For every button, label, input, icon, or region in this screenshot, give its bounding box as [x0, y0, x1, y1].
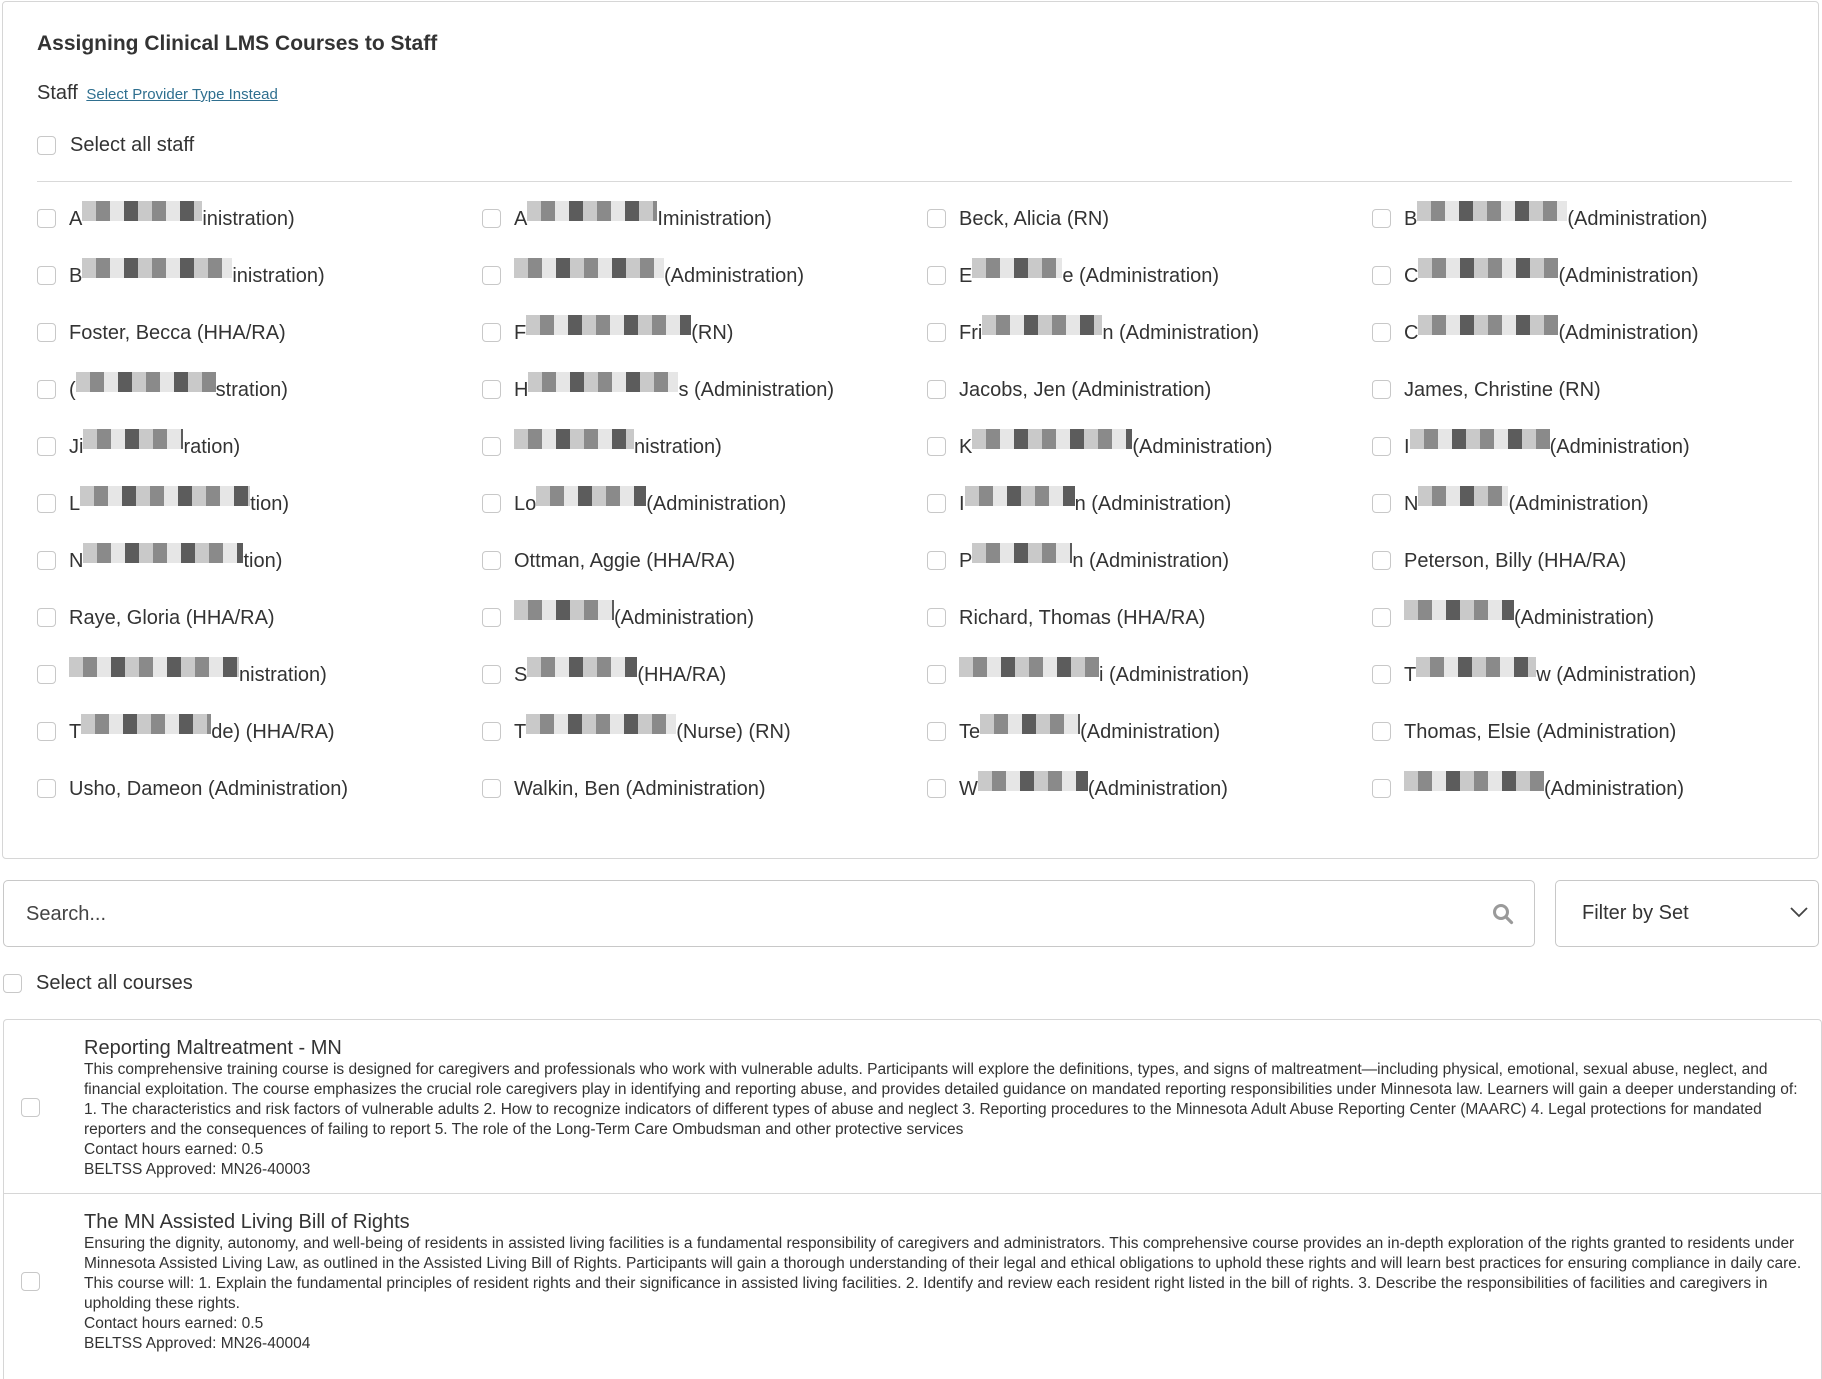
staff-role: nistration): [634, 436, 722, 458]
staff-name-visible: H: [514, 379, 529, 401]
course-description: This comprehensive training course is designed for caregivers and professionals who work with vulnerable adults. Participants will explore the definitions, types, and signs of maltreatment—including physical, emotional, sexual abuse, neglect, and financial exploitation. The course emphasizes the crucial role caregivers play in identifying and reporting abuse, and provides detailed guidance on mandated reporting responsibilities under Minnesota law. Learners will gain a deeper understanding of: 1. The characteristics and risk factors of vulnerable adults 2. How to recognize indicators of different types of abuse and neglect 3. Reporting procedures to the Minnesota Adult Abuse Reporting Center (MAARC) 4. Legal protections for mandated reporters and the consequences of failing to report 5. The role of the Long-Term Care Ombudsman and other protective services: [84, 1061, 1798, 1138]
select-provider-type-link[interactable]: Select Provider Type Instead: [86, 86, 278, 103]
staff-name-visible: C: [1404, 322, 1419, 344]
staff-name-visible: A: [514, 208, 528, 230]
redacted-name-block: [76, 372, 216, 392]
search-input[interactable]: [24, 881, 1468, 948]
staff-checkbox[interactable]: [1372, 608, 1391, 627]
staff-name-visible: Walkin, Ben (Administration): [514, 778, 766, 800]
staff-item[interactable]: [37, 318, 482, 348]
staff-role: (Administration): [1080, 721, 1221, 743]
staff-item[interactable]: [482, 375, 927, 405]
staff-role: inistration): [202, 208, 295, 230]
staff-role: i (Administration): [1099, 664, 1250, 686]
staff-role: (Administration): [1132, 436, 1273, 458]
redacted-name-block: [1416, 657, 1536, 677]
staff-item[interactable]: [37, 432, 482, 462]
staff-checkbox[interactable]: [927, 437, 946, 456]
staff-role: (Administration): [664, 265, 805, 287]
redacted-name-block: [965, 486, 1075, 506]
staff-checkbox[interactable]: [927, 551, 946, 570]
staff-name-visible: I: [959, 493, 965, 515]
staff-item[interactable]: [1372, 432, 1817, 462]
staff-name-visible: B: [69, 265, 83, 287]
staff-item[interactable]: [1372, 489, 1817, 519]
staff-checkbox[interactable]: [1372, 665, 1391, 684]
search-field[interactable]: [3, 880, 1535, 947]
staff-checkbox[interactable]: [37, 551, 56, 570]
staff-role: (Administration): [614, 607, 755, 629]
staff-role: (Administration): [1514, 607, 1655, 629]
staff-item[interactable]: [927, 204, 1372, 234]
redacted-name-block: [972, 543, 1072, 563]
staff-role: (Administration): [1087, 778, 1228, 800]
staff-name-visible: (: [69, 379, 76, 401]
staff-role: e (Administration): [1062, 265, 1220, 287]
staff-role: Iministration): [657, 208, 772, 230]
staff-role: (Administration): [646, 493, 787, 515]
redacted-name-block: [83, 429, 183, 449]
staff-checkbox[interactable]: [37, 608, 56, 627]
staff-name-visible: Jacobs, Jen (Administration): [959, 379, 1212, 401]
staff-name-visible: Te: [959, 721, 981, 743]
staff-checkbox[interactable]: [927, 323, 946, 342]
staff-item[interactable]: [37, 717, 482, 747]
staff-checkbox[interactable]: [927, 266, 946, 285]
staff-item[interactable]: [1372, 318, 1817, 348]
staff-name-visible: Raye, Gloria (HHA/RA): [69, 607, 275, 629]
staff-role: (Administration): [1508, 493, 1649, 515]
staff-item[interactable]: [482, 489, 927, 519]
staff-item[interactable]: [482, 432, 927, 462]
staff-item[interactable]: [482, 204, 927, 234]
select-all-staff-label: Select all staff: [70, 134, 195, 156]
staff-item[interactable]: [37, 660, 482, 690]
staff-checkbox[interactable]: [482, 266, 501, 285]
staff-checkbox[interactable]: [37, 494, 56, 513]
staff-name-visible: P: [959, 550, 973, 572]
staff-item[interactable]: [927, 261, 1372, 291]
staff-item[interactable]: [37, 204, 482, 234]
redacted-name-block: [1418, 258, 1558, 278]
redacted-name-block: [81, 714, 211, 734]
redacted-name-block: [536, 486, 646, 506]
staff-role: (RN): [691, 322, 734, 344]
select-all-courses-checkbox[interactable]: [3, 974, 22, 993]
redacted-name-block: [527, 201, 657, 221]
redacted-name-block: [972, 258, 1062, 278]
redacted-name-block: [1418, 315, 1558, 335]
staff-checkbox[interactable]: [37, 437, 56, 456]
redacted-name-block: [1410, 429, 1550, 449]
staff-item[interactable]: [1372, 660, 1817, 690]
redacted-name-block: [982, 315, 1102, 335]
staff-item[interactable]: [1372, 774, 1817, 804]
staff-name-visible: Peterson, Billy (HHA/RA): [1404, 550, 1627, 572]
staff-item[interactable]: [37, 603, 482, 633]
staff-checkbox[interactable]: [927, 380, 946, 399]
staff-checkbox[interactable]: [1372, 551, 1391, 570]
course-title: The MN Assisted Living Bill of Rights: [84, 1211, 410, 1233]
staff-item[interactable]: [927, 546, 1372, 576]
staff-name-visible: Ji: [69, 436, 84, 458]
staff-name-visible: N: [69, 550, 84, 572]
search-icon[interactable]: [1492, 903, 1514, 925]
course-list: [3, 1019, 1822, 1379]
staff-name-visible: James, Christine (RN): [1404, 379, 1601, 401]
staff-name-visible: W: [959, 778, 978, 800]
staff-checkbox[interactable]: [482, 665, 501, 684]
staff-checkbox[interactable]: [927, 665, 946, 684]
staff-name-visible: Lo: [514, 493, 537, 515]
select-all-staff-checkbox[interactable]: [37, 136, 56, 155]
staff-checkbox[interactable]: [1372, 380, 1391, 399]
staff-checkbox[interactable]: [1372, 722, 1391, 741]
course-description: Ensuring the dignity, autonomy, and well-being of residents in assisted living facilities is a fundamental responsibility of caregivers and administrators. This comprehensive course provides an in-depth exploration of the rights granted to residents under Minnesota Assisted Living Law, as outlined in the Assisted Living Bill of Rights. Participants will gain a thorough understanding of their legal and ethical obligations to uphold these rights and will learn best practices for ensuring compliance in daily care. This course will: 1. Explain the fundamental principles of resident rights and their significance in assisted living facilities. 2. Identify and review each resident right listed in the bill of rights. 3. Describe the responsibilities of facilities and caregivers in upholding these rights.: [84, 1235, 1802, 1312]
staff-checkbox[interactable]: [482, 209, 501, 228]
staff-name-visible: T: [514, 721, 527, 743]
staff-name-visible: Ottman, Aggie (HHA/RA): [514, 550, 736, 572]
staff-item[interactable]: [927, 603, 1372, 633]
course-item[interactable]: [4, 1020, 1821, 1194]
redacted-name-block: [528, 372, 678, 392]
staff-checkbox[interactable]: [1372, 779, 1391, 798]
staff-label: Staff: [37, 82, 78, 104]
course-beltss-approval: BELTSS Approved: MN26-40003: [84, 1161, 311, 1178]
staff-checkbox[interactable]: [1372, 494, 1391, 513]
staff-item[interactable]: [482, 546, 927, 576]
staff-item[interactable]: [927, 774, 1372, 804]
staff-item[interactable]: [37, 546, 482, 576]
staff-name-visible: Usho, Dameon (Administration): [69, 778, 348, 800]
chevron-down-icon: [1790, 905, 1808, 919]
staff-checkbox[interactable]: [37, 266, 56, 285]
staff-checkbox[interactable]: [482, 608, 501, 627]
staff-checkbox[interactable]: [482, 323, 501, 342]
staff-role: inistration): [232, 265, 325, 287]
staff-checkbox[interactable]: [927, 779, 946, 798]
redacted-name-block: [82, 258, 232, 278]
course-checkbox[interactable]: [21, 1272, 40, 1291]
redacted-name-block: [527, 657, 637, 677]
staff-name-visible: N: [1404, 493, 1419, 515]
staff-name-visible: L: [69, 493, 81, 515]
staff-role: (Administration): [1544, 778, 1685, 800]
redacted-name-block: [1418, 486, 1508, 506]
staff-checkbox[interactable]: [482, 380, 501, 399]
redacted-name-block: [514, 600, 614, 620]
redacted-name-block: [83, 543, 243, 563]
redacted-name-block: [972, 429, 1132, 449]
select-all-courses[interactable]: [3, 972, 193, 995]
staff-item[interactable]: [37, 489, 482, 519]
redacted-name-block: [1404, 600, 1514, 620]
staff-checkbox[interactable]: [927, 494, 946, 513]
staff-checkbox[interactable]: [927, 608, 946, 627]
staff-checkbox[interactable]: [1372, 437, 1391, 456]
staff-checkbox[interactable]: [482, 551, 501, 570]
redacted-name-block: [526, 714, 676, 734]
staff-item[interactable]: [1372, 204, 1817, 234]
divider: [37, 181, 1792, 182]
staff-name-visible: I: [1404, 436, 1410, 458]
staff-item[interactable]: [37, 375, 482, 405]
redacted-name-block: [1404, 771, 1544, 791]
staff-name-visible: Fri: [959, 322, 983, 344]
staff-checkbox[interactable]: [482, 437, 501, 456]
staff-item[interactable]: [37, 261, 482, 291]
staff-item[interactable]: [927, 375, 1372, 405]
staff-checkbox[interactable]: [37, 665, 56, 684]
staff-name-visible: C: [1404, 265, 1419, 287]
staff-role: de) (HHA/RA): [211, 721, 335, 743]
staff-name-visible: E: [959, 265, 973, 287]
staff-name-visible: F: [514, 322, 527, 344]
staff-role: tion): [243, 550, 283, 572]
staff-role: n (Administration): [1074, 493, 1232, 515]
staff-role: (Administration): [1558, 322, 1699, 344]
course-title: Reporting Maltreatment - MN: [84, 1037, 342, 1059]
staff-checkbox[interactable]: [37, 209, 56, 228]
staff-checkbox[interactable]: [37, 779, 56, 798]
staff-checkbox[interactable]: [482, 494, 501, 513]
staff-checkbox[interactable]: [927, 722, 946, 741]
staff-name-visible: Foster, Becca (HHA/RA): [69, 322, 286, 344]
staff-name-visible: T: [1404, 664, 1417, 686]
staff-item[interactable]: [1372, 546, 1817, 576]
staff-item[interactable]: [927, 318, 1372, 348]
staff-name-visible: T: [69, 721, 82, 743]
staff-item[interactable]: [1372, 717, 1817, 747]
staff-item[interactable]: [37, 774, 482, 804]
staff-item[interactable]: [482, 261, 927, 291]
page-title: Assigning Clinical LMS Courses to Staff: [37, 32, 438, 55]
filter-by-set-select[interactable]: [1555, 880, 1819, 947]
redacted-name-block: [526, 315, 691, 335]
filter-by-set-label: Filter by Set: [1582, 902, 1689, 924]
staff-role: w (Administration): [1536, 664, 1697, 686]
staff-item[interactable]: [482, 660, 927, 690]
select-all-courses-label: Select all courses: [36, 972, 193, 994]
staff-item[interactable]: [482, 717, 927, 747]
select-all-staff[interactable]: [37, 134, 194, 157]
staff-role: ration): [183, 436, 241, 458]
staff-name-visible: A: [69, 208, 83, 230]
staff-name-visible: Richard, Thomas (HHA/RA): [959, 607, 1206, 629]
staff-item[interactable]: [927, 660, 1372, 690]
staff-role: (Nurse) (RN): [676, 721, 791, 743]
staff-checkbox[interactable]: [37, 323, 56, 342]
course-contact-hours: Contact hours earned: 0.5: [84, 1315, 264, 1332]
redacted-name-block: [514, 429, 634, 449]
staff-name-visible: Thomas, Elsie (Administration): [1404, 721, 1677, 743]
staff-role: tion): [250, 493, 290, 515]
staff-selection-card: [2, 1, 1819, 859]
staff-item[interactable]: [927, 489, 1372, 519]
staff-role: (Administration): [1567, 208, 1708, 230]
staff-role: stration): [215, 379, 288, 401]
staff-item[interactable]: [927, 717, 1372, 747]
redacted-name-block: [978, 771, 1088, 791]
staff-role: n (Administration): [1102, 322, 1260, 344]
staff-label-row: [37, 82, 278, 105]
staff-grid: [37, 204, 1817, 831]
staff-checkbox[interactable]: [1372, 209, 1391, 228]
staff-item[interactable]: [1372, 603, 1817, 633]
staff-item[interactable]: [1372, 375, 1817, 405]
staff-item[interactable]: [927, 432, 1372, 462]
redacted-name-block: [69, 657, 239, 677]
staff-checkbox[interactable]: [37, 380, 56, 399]
staff-role: s (Administration): [678, 379, 835, 401]
staff-checkbox[interactable]: [1372, 266, 1391, 285]
staff-item[interactable]: [1372, 261, 1817, 291]
staff-checkbox[interactable]: [37, 722, 56, 741]
staff-checkbox[interactable]: [1372, 323, 1391, 342]
course-contact-hours: Contact hours earned: 0.5: [84, 1141, 264, 1158]
course-checkbox[interactable]: [21, 1098, 40, 1117]
staff-checkbox[interactable]: [927, 209, 946, 228]
staff-checkbox[interactable]: [482, 722, 501, 741]
course-item[interactable]: [4, 1194, 1821, 1374]
staff-checkbox[interactable]: [482, 779, 501, 798]
redacted-name-block: [80, 486, 250, 506]
staff-name-visible: K: [959, 436, 973, 458]
redacted-name-block: [514, 258, 664, 278]
staff-role: (HHA/RA): [637, 664, 727, 686]
redacted-name-block: [82, 201, 202, 221]
staff-item[interactable]: [482, 318, 927, 348]
staff-name-visible: B: [1404, 208, 1418, 230]
staff-item[interactable]: [482, 603, 927, 633]
redacted-name-block: [1417, 201, 1567, 221]
staff-name-visible: Beck, Alicia (RN): [959, 208, 1110, 230]
staff-name-visible: S: [514, 664, 528, 686]
staff-role: nistration): [239, 664, 327, 686]
staff-role: n (Administration): [1072, 550, 1230, 572]
redacted-name-block: [959, 657, 1099, 677]
staff-role: (Administration): [1549, 436, 1690, 458]
redacted-name-block: [980, 714, 1080, 734]
staff-item[interactable]: [482, 774, 927, 804]
staff-role: (Administration): [1558, 265, 1699, 287]
course-beltss-approval: BELTSS Approved: MN26-40004: [84, 1335, 311, 1352]
